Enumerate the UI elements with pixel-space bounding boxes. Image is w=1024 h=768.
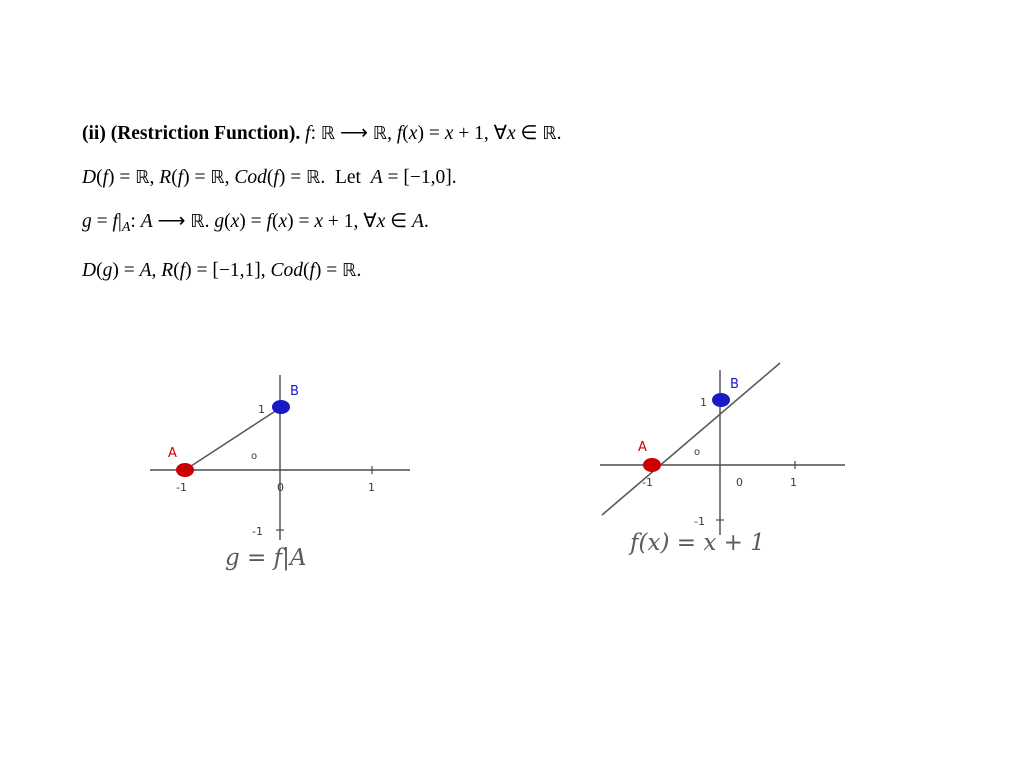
x-label-1: 1 [368, 481, 375, 494]
statement-line-4: D(g) = A, R(f) = [−1,1], Cod(f) = ℝ. [82, 259, 362, 281]
graph-restriction-g [120, 355, 450, 585]
graph-function-f [590, 355, 920, 585]
point-B-marker [272, 400, 290, 414]
point-A-label: A [168, 446, 177, 461]
figure-caption-right [630, 530, 765, 556]
figure-caption-left [225, 545, 307, 571]
caption-right-text: f(x) = x + 1 [630, 530, 765, 556]
statement-line-3: $g = f|_A$: A ⟶ ℝ. g(x) = f(x) = x + 1, ∀x ∈ A. [82, 211, 429, 235]
caption-left-text: g = f|A [225, 545, 307, 571]
origin-label: 0 [277, 481, 284, 494]
point-B-marker [712, 393, 730, 407]
x-label-neg1: -1 [642, 476, 653, 489]
segment-AB [185, 408, 280, 470]
statement-text-block [82, 112, 942, 293]
y-label-1: 1 [700, 396, 707, 409]
x-label-neg1: -1 [176, 481, 187, 494]
origin-label: 0 [736, 476, 743, 489]
x-label-1: 1 [790, 476, 797, 489]
statement-line-1: (ii) (Restriction Function). f: ℝ ⟶ ℝ, f(x) = x + 1, ∀x ∈ ℝ. [82, 123, 562, 144]
line-f [602, 363, 780, 515]
point-B-label: B [290, 384, 299, 399]
y-label-neg1: -1 [694, 515, 705, 528]
point-A-marker [176, 463, 194, 477]
point-B-label: B [730, 377, 739, 392]
y-label-1: 1 [258, 403, 265, 416]
statement-line-2: D(f) = ℝ, R(f) = ℝ, Cod(f) = ℝ. Let A = [−1,0]. [82, 167, 457, 188]
point-A-marker [643, 458, 661, 472]
y-label-neg1: -1 [252, 525, 263, 538]
origin-label-small: o [251, 451, 258, 462]
origin-label-small: o [694, 447, 701, 458]
point-A-label: A [638, 440, 647, 455]
